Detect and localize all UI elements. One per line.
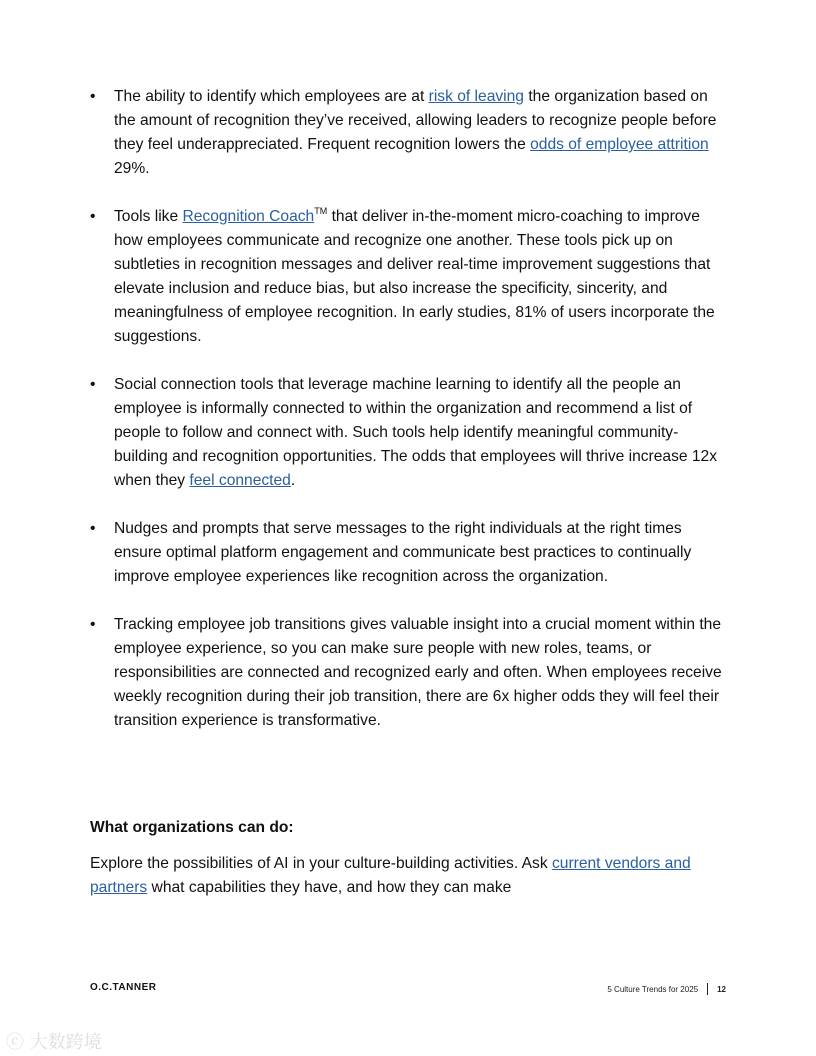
bullet-icon: • bbox=[90, 88, 96, 105]
bullet-icon: • bbox=[90, 616, 96, 633]
footer-info bbox=[607, 983, 726, 995]
text-segment: The ability to identify which employees are at bbox=[114, 88, 429, 105]
text-segment: . bbox=[290, 472, 296, 489]
bullet-icon: • bbox=[90, 376, 96, 393]
bullet-list bbox=[90, 85, 730, 757]
text-segment: the organization based on the amount of recognition they’ve received, allowing leaders to recognize people before they feel underappreciated. Frequent recognition lowers the bbox=[114, 88, 717, 153]
text-segment: what capabilities they have, and how they can make bbox=[147, 879, 512, 896]
bullet-icon: • bbox=[90, 208, 96, 225]
text-segment: that deliver in-the-moment micro-coaching to improve how employees communicate and recognize one another. These tools pick up on subtleties in recognition messages and deliver real-time improvement suggestions that elevate inclusion and reduce bias, but also increase the specificity, sincerity, and meaningfulness of employee recognition. In early studies, 81% of users incorporate the suggestions. bbox=[114, 208, 715, 345]
list-item bbox=[90, 85, 730, 181]
document-title: 5 Culture Trends for 2025 bbox=[607, 984, 699, 994]
bullet-icon: • bbox=[90, 520, 96, 537]
inline-link[interactable]: feel connected bbox=[189, 472, 291, 489]
text-segment: Explore the possibilities of AI in your culture-building activities. Ask bbox=[90, 855, 552, 872]
text-segment: Nudges and prompts that serve messages to the right individuals at the right times ensure optimal platform engagement and communicate best practices to continually improve employee experiences like recognition across the organization. bbox=[114, 520, 692, 585]
text-segment: 29%. bbox=[114, 160, 150, 177]
section-heading: What organizations can do: bbox=[90, 819, 294, 836]
inline-link[interactable]: risk of leaving bbox=[428, 88, 524, 105]
inline-link[interactable]: odds of employee attrition bbox=[530, 136, 709, 153]
watermark: ⓒ 大数跨境 bbox=[6, 1032, 102, 1053]
list-item bbox=[90, 613, 730, 733]
inline-link[interactable]: Recognition Coach bbox=[182, 208, 315, 225]
trademark-mark: TM bbox=[314, 206, 328, 216]
list-item bbox=[90, 205, 730, 349]
oc-tanner-logo: O.C.TANNER bbox=[90, 982, 157, 993]
text-segment: Tracking employee job transitions gives valuable insight into a crucial moment within the employee experience, so you can make sure people with new roles, teams, or responsibilities are connected and recognized early and often. When employees receive weekly recognition during their job transition, there are 6x higher odds they will feel their transition experience is transformative. bbox=[114, 616, 722, 729]
text-segment: Tools like bbox=[114, 208, 183, 225]
text-segment: Social connection tools that leverage machine learning to identify all the people an employee is informally connected to within the organization and recommend a list of people to follow and connect with. Such tools help identify meaningful community-building and recognition opportunities. The odds that employees will thrive increase 12x when they bbox=[114, 376, 718, 489]
inline-link[interactable]: current vendors and partners bbox=[90, 855, 691, 896]
list-item bbox=[90, 373, 730, 493]
page-number: 12 bbox=[717, 984, 726, 994]
list-item bbox=[90, 517, 730, 589]
footer-divider bbox=[707, 983, 708, 995]
body-paragraph bbox=[90, 852, 710, 900]
